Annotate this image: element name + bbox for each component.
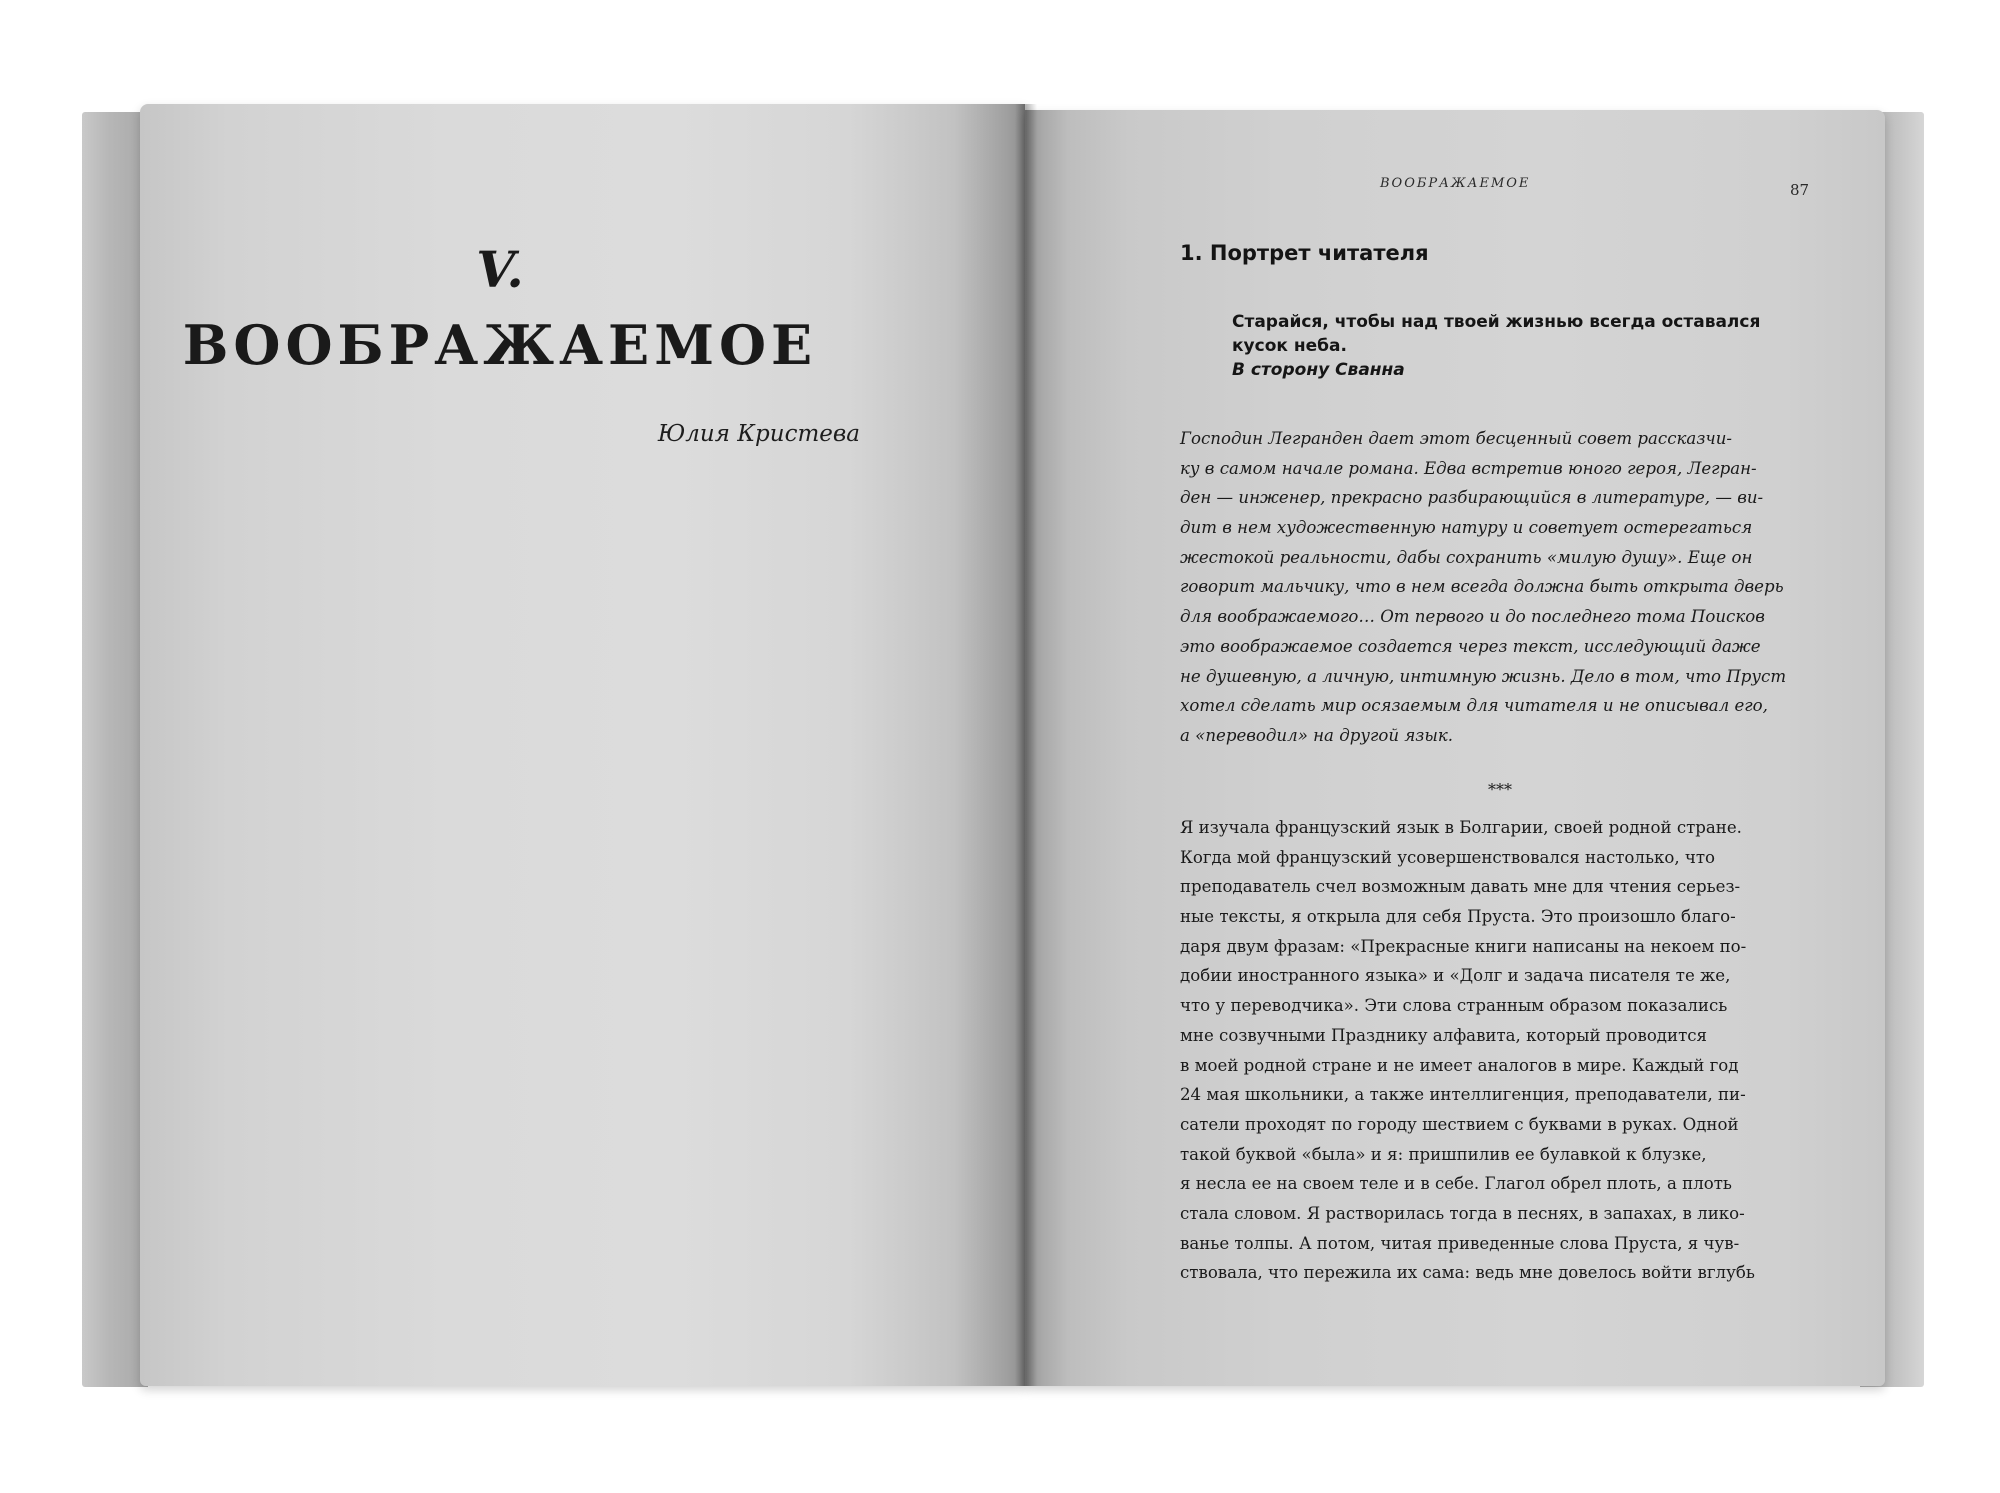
epigraph-line: кусок неба. bbox=[1232, 336, 1347, 356]
epigraph bbox=[1232, 310, 1832, 382]
text-line: ванье толпы. А потом, читая приведенные слова Пруста, я чув- bbox=[1180, 1233, 1740, 1253]
text-line: Когда мой французский усовершенствовался настолько, что bbox=[1180, 847, 1716, 867]
text-line: мне созвучными Празднику алфавита, который проводится bbox=[1180, 1025, 1708, 1045]
chapter-title: ВООБРАЖАЕМОЕ bbox=[182, 313, 818, 377]
section-heading: 1. Портрет читателя bbox=[1180, 241, 1429, 265]
text-line: Господин Легранден дает этот бесценный совет рассказчи- bbox=[1180, 429, 1732, 448]
text-line: для воображаемого… От первого и до последнего тома Поисков bbox=[1180, 607, 1765, 627]
text-line: в моей родной стране и не имеет аналогов в мире. Каждый год bbox=[1180, 1055, 1739, 1075]
text-line: я несла ее на своем теле и в себе. Глагол обрел плоть, а плоть bbox=[1180, 1174, 1732, 1194]
text-line: ные тексты, я открыла для себя Пруста. Это произошло благо- bbox=[1180, 907, 1736, 927]
text-line: что у переводчика». Эти слова странным образом показались bbox=[1180, 996, 1728, 1016]
text-line: ку в самом начале романа. Едва встретив юного героя, Легран- bbox=[1180, 458, 1757, 478]
text-line: стала словом. Я растворилась тогда в песнях, в запахах, в лико- bbox=[1180, 1203, 1745, 1223]
book-gutter bbox=[1015, 104, 1037, 1386]
text-line: ствовала, что пережила их сама: ведь мне довелось войти вглубь bbox=[1180, 1263, 1755, 1283]
text-line: жестокой реальности, дабы сохранить «милую душу». Еще он bbox=[1180, 547, 1753, 567]
text-line: такой буквой «была» и я: пришпилив ее булавкой к блузке, bbox=[1180, 1144, 1707, 1164]
section-separator: *** bbox=[1488, 780, 1512, 799]
text-line: это воображаемое создается через текст, исследующий даже bbox=[1180, 636, 1761, 656]
text-line: Я изучала французский язык в Болгарии, своей родной стране. bbox=[1180, 818, 1742, 837]
roman-paragraph bbox=[1180, 813, 1820, 1288]
text-line: даря двум фразам: «Прекрасные книги написаны на некоем по- bbox=[1180, 936, 1747, 956]
epigraph-source: В сторону Сванна bbox=[1232, 360, 1405, 380]
page-number: 87 bbox=[1790, 181, 1810, 199]
running-head: ВООБРАЖАЕМОЕ bbox=[1380, 176, 1531, 191]
text-line: а «переводил» на другой язык. bbox=[1180, 725, 1454, 745]
text-line: говорит мальчику, что в нем всегда должна быть открыта дверь bbox=[1180, 577, 1784, 597]
text-line: преподаватель счел возможным давать мне для чтения серьез- bbox=[1180, 877, 1741, 897]
text-line: хотел сделать мир осязаемым для читателя и не описывал его, bbox=[1180, 696, 1768, 716]
text-line: сатели проходят по городу шествием с буквами в руках. Одной bbox=[1180, 1114, 1739, 1134]
text-line: 24 мая школьники, а также интеллигенция, преподаватели, пи- bbox=[1180, 1085, 1746, 1105]
text-line: ден — инженер, прекрасно разбирающийся в литературе, — ви- bbox=[1180, 488, 1764, 508]
left-page-edges bbox=[82, 112, 148, 1387]
italic-paragraph bbox=[1180, 424, 1820, 751]
text-line: не душевную, а личную, интимную жизнь. Дело в том, что Пруст bbox=[1180, 666, 1787, 686]
text-line: дит в нем художественную натуру и советует остерегаться bbox=[1180, 518, 1753, 538]
text-line: добии иностранного языка» и «Долг и задача писателя те же, bbox=[1180, 966, 1731, 986]
chapter-author: Юлия Кристева bbox=[657, 421, 860, 447]
chapter-number: V. bbox=[476, 240, 524, 299]
left-page bbox=[140, 104, 1025, 1386]
epigraph-line: Старайся, чтобы над твоей жизнью всегда оставался bbox=[1232, 312, 1761, 332]
